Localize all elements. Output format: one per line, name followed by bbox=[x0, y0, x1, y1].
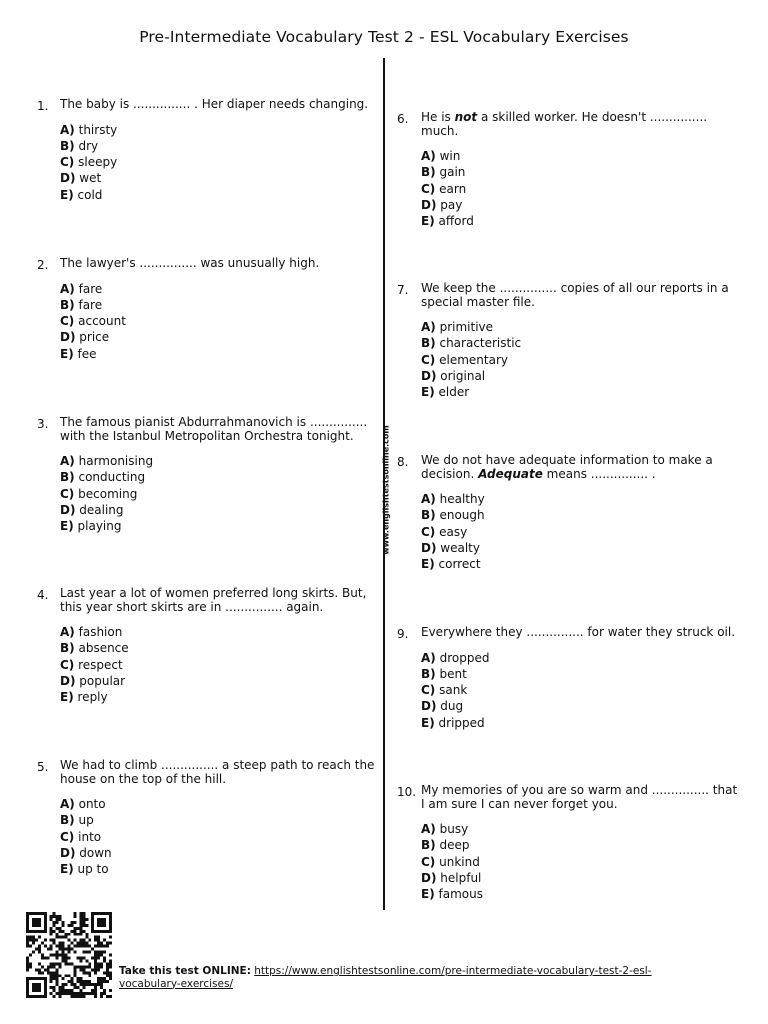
option-a[interactable]: A) dropped bbox=[421, 650, 490, 665]
options-list bbox=[60, 453, 380, 534]
question-5 bbox=[37, 758, 380, 877]
question-8 bbox=[397, 453, 741, 572]
option-d[interactable]: D) wealty bbox=[421, 540, 480, 555]
option-b[interactable]: B) bent bbox=[421, 666, 467, 681]
question-number: 5. bbox=[37, 760, 49, 774]
option-c[interactable]: C) respect bbox=[60, 657, 123, 672]
option-d[interactable]: D) price bbox=[60, 330, 110, 345]
question-3 bbox=[37, 415, 380, 534]
option-e[interactable]: E) fee bbox=[60, 346, 97, 361]
option-c[interactable]: C) sleepy bbox=[60, 155, 118, 170]
option-c[interactable]: C) unkind bbox=[421, 854, 480, 869]
question-1 bbox=[37, 97, 380, 203]
option-a[interactable]: A) busy bbox=[421, 822, 469, 836]
option-b[interactable]: B) characteristic bbox=[421, 336, 522, 351]
option-e[interactable]: E) dripped bbox=[421, 715, 485, 730]
question-number: 10. bbox=[397, 785, 417, 799]
footer-label: Take this test ONLINE: bbox=[119, 965, 251, 977]
question-number: 9. bbox=[397, 627, 409, 641]
question-number: 7. bbox=[397, 283, 409, 297]
option-e[interactable]: E) up to bbox=[60, 862, 109, 877]
option-d[interactable]: D) helpful bbox=[421, 870, 482, 885]
option-a[interactable]: A) harmonising bbox=[60, 454, 154, 468]
side-watermark-text: www.englishtestsonline.com bbox=[381, 425, 391, 555]
option-b[interactable]: B) fare bbox=[60, 297, 103, 312]
options-list bbox=[421, 148, 741, 229]
option-c[interactable]: C) elementary bbox=[421, 352, 508, 367]
option-c[interactable]: C) account bbox=[60, 314, 126, 329]
question-text: The lawyer's ............... was unusually high. bbox=[60, 256, 320, 270]
option-d[interactable]: D) pay bbox=[421, 197, 463, 212]
option-a[interactable]: A) win bbox=[421, 149, 461, 163]
option-d[interactable]: D) original bbox=[421, 368, 486, 383]
question-4 bbox=[37, 586, 380, 705]
question-number: 8. bbox=[397, 455, 409, 469]
options-list bbox=[60, 624, 380, 705]
option-c[interactable]: C) sank bbox=[421, 683, 468, 698]
option-e[interactable]: E) correct bbox=[421, 557, 481, 572]
question-number: 6. bbox=[397, 112, 409, 126]
option-e[interactable]: E) reply bbox=[60, 690, 108, 705]
question-number: 3. bbox=[37, 417, 49, 431]
options-list bbox=[60, 122, 380, 203]
question-text: The famous pianist Abdurrahmanovich is ............... with the Istanbul Metropolitan Orchestra tonight. bbox=[60, 415, 368, 443]
test-online-link[interactable]: https://www.englishtestsonline.com/pre-intermediate-vocabulary-test-2-esl-vocabulary-exercises/ bbox=[119, 965, 652, 990]
question-text: We had to climb ............... a steep path to reach the house on the top of the hill. bbox=[60, 758, 375, 786]
question-text: He is not a skilled worker. He doesn't ............... much. bbox=[421, 110, 708, 138]
options-list bbox=[421, 491, 741, 572]
options-list bbox=[421, 319, 741, 400]
option-e[interactable]: E) elder bbox=[421, 385, 470, 400]
option-a[interactable]: A) onto bbox=[60, 797, 106, 811]
question-text: Everywhere they ............... for water they struck oil. bbox=[421, 625, 736, 639]
option-b[interactable]: B) dry bbox=[60, 138, 99, 153]
option-a[interactable]: A) fashion bbox=[60, 625, 123, 639]
question-2 bbox=[37, 256, 380, 362]
option-b[interactable]: B) deep bbox=[421, 838, 470, 853]
option-d[interactable]: D) wet bbox=[60, 171, 102, 186]
qr-code-icon[interactable] bbox=[24, 912, 114, 998]
option-a[interactable]: A) healthy bbox=[421, 492, 485, 506]
option-d[interactable]: D) down bbox=[60, 845, 112, 860]
question-text: The baby is ............... . Her diaper needs changing. bbox=[60, 97, 369, 111]
page-title: Pre-Intermediate Vocabulary Test 2 - ESL Vocabulary Exercises bbox=[139, 28, 629, 46]
question-7 bbox=[397, 281, 741, 400]
option-a[interactable]: A) thirsty bbox=[60, 122, 118, 137]
option-b[interactable]: B) up bbox=[60, 813, 94, 828]
option-b[interactable]: B) gain bbox=[421, 165, 466, 180]
question-text: We keep the ............... copies of all our reports in a special master file. bbox=[421, 281, 729, 309]
options-list bbox=[421, 650, 741, 731]
question-number: 4. bbox=[37, 588, 49, 602]
option-c[interactable]: C) earn bbox=[421, 181, 467, 196]
option-e[interactable]: E) afford bbox=[421, 214, 474, 229]
question-number: 1. bbox=[37, 99, 49, 113]
footer-text bbox=[119, 965, 679, 990]
question-text: My memories of you are so warm and ............... that I am sure I can never forget you. bbox=[421, 783, 738, 811]
option-d[interactable]: D) popular bbox=[60, 673, 126, 688]
question-number: 2. bbox=[37, 258, 49, 272]
question-9 bbox=[397, 625, 741, 731]
question-text: We do not have adequate information to make a decision. Adequate means ............... . bbox=[421, 453, 713, 481]
option-b[interactable]: B) absence bbox=[60, 641, 129, 656]
option-c[interactable]: C) into bbox=[60, 829, 102, 844]
question-10 bbox=[397, 783, 741, 902]
options-list bbox=[421, 821, 741, 902]
options-list bbox=[60, 281, 380, 362]
question-text: Last year a lot of women preferred long skirts. But, this year short skirts are in ............... again. bbox=[60, 586, 367, 614]
option-a[interactable]: A) primitive bbox=[421, 320, 494, 334]
question-6 bbox=[397, 110, 741, 229]
option-e[interactable]: E) cold bbox=[60, 187, 103, 202]
option-e[interactable]: E) playing bbox=[60, 519, 122, 534]
option-b[interactable]: B) conducting bbox=[60, 470, 146, 485]
options-list bbox=[60, 796, 380, 877]
option-e[interactable]: E) famous bbox=[421, 887, 483, 902]
option-a[interactable]: A) fare bbox=[60, 281, 103, 296]
option-d[interactable]: D) dealing bbox=[60, 502, 124, 517]
option-c[interactable]: C) easy bbox=[421, 524, 468, 539]
option-c[interactable]: C) becoming bbox=[60, 486, 138, 501]
footer bbox=[24, 912, 744, 1002]
option-d[interactable]: D) dug bbox=[421, 699, 464, 714]
option-b[interactable]: B) enough bbox=[421, 508, 485, 523]
